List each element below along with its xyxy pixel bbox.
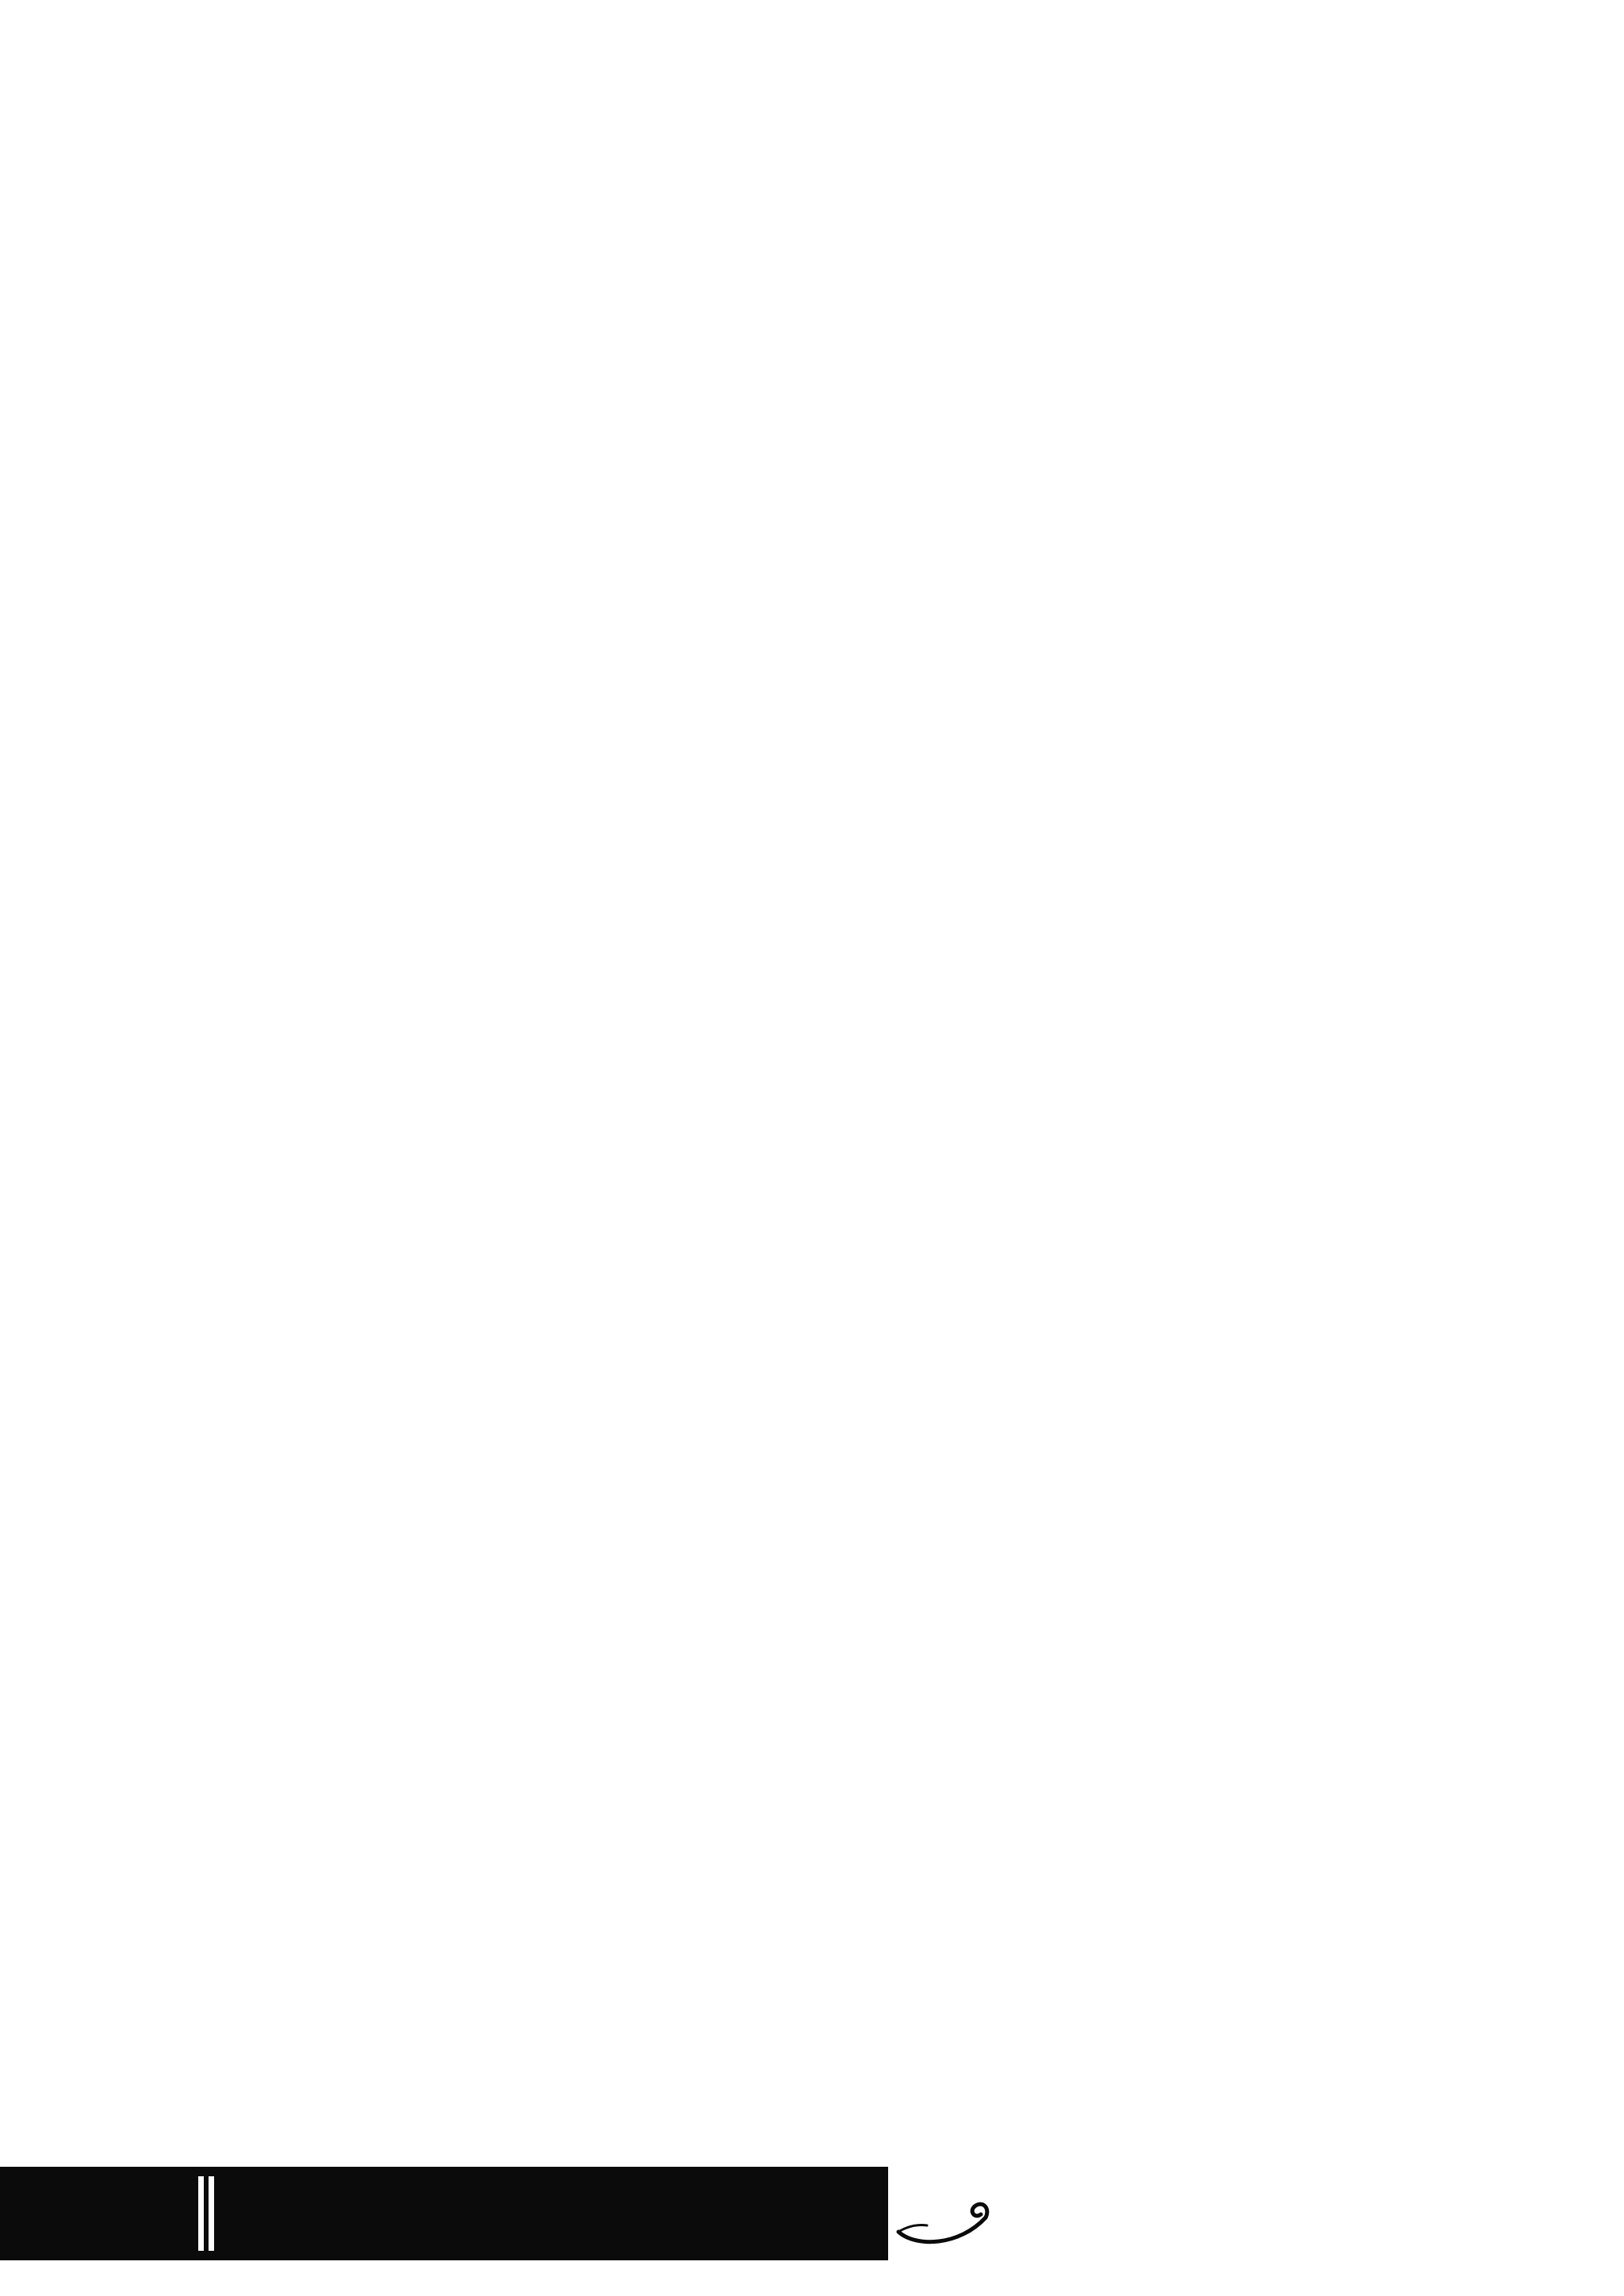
- page-body: [119, 95, 1515, 504]
- page-number: [21, 2181, 179, 2244]
- footer-divider: [198, 2176, 204, 2251]
- footer-bar: [0, 2167, 888, 2260]
- footer-divider: [209, 2176, 214, 2251]
- footer-title: [238, 2186, 872, 2241]
- footer-ornament-icon: [892, 2176, 995, 2252]
